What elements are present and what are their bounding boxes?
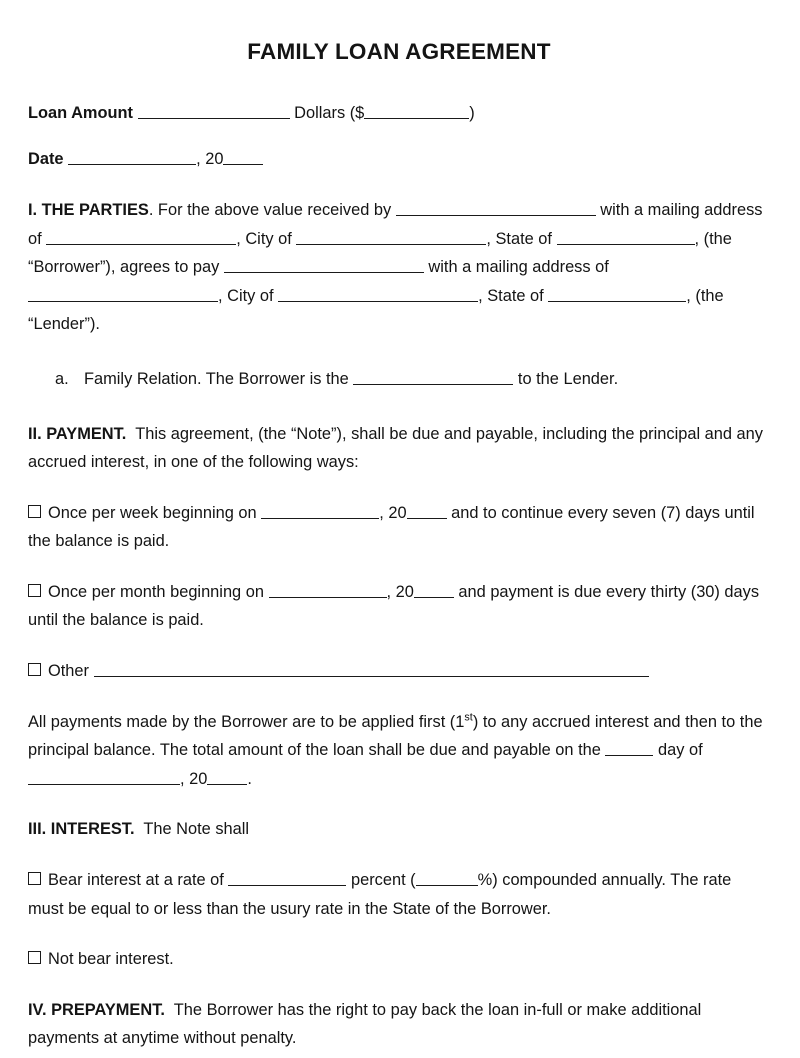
loan-amount-line <box>28 99 770 128</box>
application-text-2: ) to any accrued interest and then to the principal balance. The total amount of the loan shall be due and payable on the <box>28 712 763 760</box>
due-year-blank[interactable] <box>207 769 247 785</box>
spacer <box>28 174 770 196</box>
page-title: FAMILY LOAN AGREEMENT <box>247 39 551 64</box>
parties-text-5: , (the “Borrower”), agrees to pay <box>28 229 732 277</box>
bear-text-2: percent ( <box>346 871 416 890</box>
section-interest-heading: III. INTEREST. <box>28 820 135 839</box>
loan-amount-words-blank[interactable] <box>138 103 290 119</box>
parties-text-6: with a mailing address of <box>423 258 609 277</box>
checkbox-icon[interactable] <box>28 584 41 597</box>
section-payment <box>28 420 770 477</box>
due-month-blank[interactable] <box>28 769 180 785</box>
section-payment-heading: II. PAYMENT. <box>28 424 127 443</box>
not-bear-text: Not bear interest. <box>48 950 174 969</box>
checkbox-icon[interactable] <box>28 663 41 676</box>
family-relation-item <box>28 365 770 394</box>
date-year-prefix: , 20 <box>196 150 224 169</box>
interest-option-bear[interactable] <box>28 866 770 923</box>
payment-option-monthly[interactable] <box>28 578 770 635</box>
date-label: Date <box>28 150 64 169</box>
spacer <box>28 477 770 499</box>
parties-text-3: , City of <box>236 229 297 248</box>
lender-name-blank[interactable] <box>224 257 424 273</box>
lender-city-blank[interactable] <box>278 286 478 302</box>
other-description-blank[interactable] <box>94 661 649 677</box>
checkbox-icon[interactable] <box>28 505 41 518</box>
due-day-blank[interactable] <box>605 740 653 756</box>
checkbox-icon[interactable] <box>28 951 41 964</box>
other-text-1: Other <box>48 662 94 681</box>
interest-rate-words-blank[interactable] <box>228 870 346 886</box>
interest-option-not-bear[interactable] <box>28 945 770 974</box>
family-relation-text-1: Family Relation. The Borrower is the <box>84 369 354 388</box>
section-interest-body: The Note shall <box>143 820 250 839</box>
payment-option-weekly[interactable] <box>28 499 770 556</box>
spacer <box>28 793 770 815</box>
parties-text-4: , State of <box>486 229 557 248</box>
loan-amount-figure-blank[interactable] <box>364 103 469 119</box>
weekly-year-blank[interactable] <box>407 503 447 519</box>
family-relation-text-2: to the Lender. <box>513 369 619 388</box>
monthly-text-1: Once per month beginning on <box>48 582 269 601</box>
checkbox-icon[interactable] <box>28 872 41 885</box>
lender-state-blank[interactable] <box>548 286 686 302</box>
section-prepayment-body: The Borrower has the right to pay back the loan in-full or make additional payments at anytime without penalty. <box>28 1000 702 1048</box>
monthly-text-2: , 20 <box>386 582 414 601</box>
spacer <box>28 923 770 945</box>
family-relation-marker: a. <box>55 369 69 388</box>
spacer <box>28 556 770 578</box>
parties-text-9: , (the “Lender”). <box>28 286 724 334</box>
parties-text-2: with a mailing address of <box>28 200 763 248</box>
parties-text-1: . For the above value received by <box>148 200 396 219</box>
spacer <box>28 844 770 866</box>
loan-amount-label: Loan Amount <box>28 103 134 122</box>
bear-text-1: Bear interest at a rate of <box>48 871 229 890</box>
monthly-year-blank[interactable] <box>414 582 454 598</box>
application-text-3: day of <box>653 741 703 760</box>
spacer <box>28 339 770 365</box>
lender-address-blank[interactable] <box>28 286 218 302</box>
section-interest <box>28 815 770 844</box>
section-prepayment <box>28 996 770 1053</box>
section-parties <box>28 196 770 339</box>
borrower-state-blank[interactable] <box>557 228 695 244</box>
section-parties-heading: I. THE PARTIES <box>28 200 149 219</box>
spacer <box>28 65 770 99</box>
spacer <box>28 974 770 996</box>
application-text-5: . <box>247 769 252 788</box>
section-payment-body: This agreement, (the “Note”), shall be due and payable, including the principal and any accrued interest, in one of the following ways: <box>28 424 763 472</box>
parties-text-7: , City of <box>218 286 279 305</box>
borrower-city-blank[interactable] <box>296 228 486 244</box>
date-line <box>28 145 770 174</box>
parties-text-8: , State of <box>478 286 549 305</box>
application-text-1: All payments made by the Borrower are to be applied first (1 <box>28 712 465 731</box>
monthly-date-blank[interactable] <box>269 582 387 598</box>
application-ordinal-suffix: st <box>464 711 473 724</box>
weekly-date-blank[interactable] <box>261 503 379 519</box>
loan-amount-close-paren: ) <box>469 103 475 122</box>
spacer <box>28 394 770 420</box>
interest-rate-figure-blank[interactable] <box>416 870 478 886</box>
loan-amount-dollars-text: Dollars ($ <box>294 103 365 122</box>
date-year-blank[interactable] <box>223 149 263 165</box>
payment-application-paragraph <box>28 708 770 794</box>
spacer <box>28 635 770 657</box>
payment-option-other[interactable] <box>28 657 770 686</box>
borrower-address-blank[interactable] <box>46 228 236 244</box>
weekly-text-3: and to continue every seven (7) days until the balance is paid. <box>28 503 755 551</box>
borrower-name-blank[interactable] <box>396 200 596 216</box>
application-text-4: , 20 <box>180 769 208 788</box>
section-prepayment-heading: IV. PREPAYMENT. <box>28 1000 165 1019</box>
weekly-text-2: , 20 <box>379 503 407 522</box>
spacer <box>28 686 770 708</box>
monthly-text-3: and payment is due every thirty (30) days until the balance is paid. <box>28 582 760 630</box>
date-blank[interactable] <box>68 149 196 165</box>
family-relation-blank[interactable] <box>353 369 513 385</box>
bear-text-3: %) compounded annually. The rate must be equal to or less than the usury rate in the State of the Borrower. <box>28 871 732 918</box>
spacer <box>28 127 770 145</box>
weekly-text-1: Once per week beginning on <box>48 503 262 522</box>
